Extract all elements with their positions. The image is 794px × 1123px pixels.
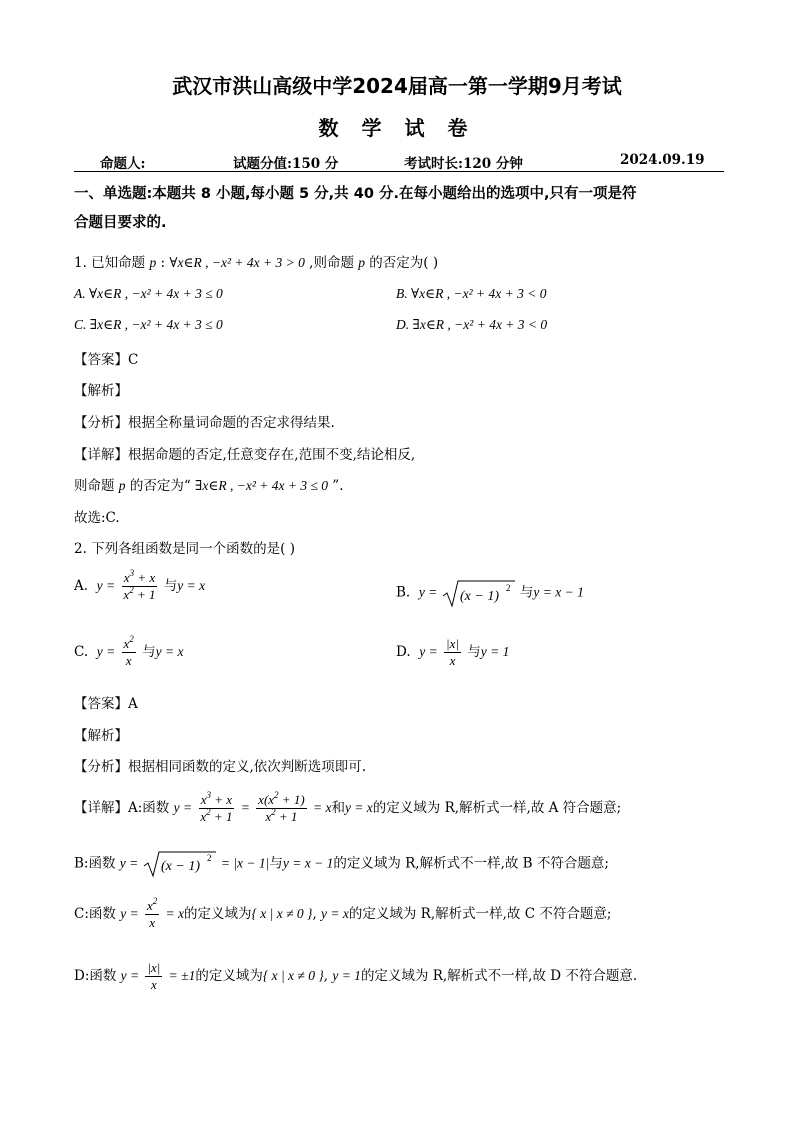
q2-da-mid: 和 [331, 800, 345, 816]
q2-c-yu: 与 [142, 644, 156, 660]
q1-statement: ∀x∈R , −x² + 4x + 3 > 0 [169, 255, 305, 270]
q2-b-sqrt [442, 578, 516, 608]
q1-p2: p [358, 255, 365, 270]
q2-db-end: 的定义域为 R,解析式不一样,故 B 不符合题意; [333, 855, 609, 872]
time-label: 考试时长:120 分钟 [404, 156, 523, 172]
q2-dd-mid: 的定义域为 [195, 968, 263, 984]
q2-da-pre: 【详解】A:函数 [74, 800, 170, 816]
q2-dd-pre: D:函数 [74, 968, 117, 984]
q1-suffix: 的否定为( ) [369, 255, 439, 271]
q1-p: p [149, 255, 157, 270]
q2-d-yu: 与 [467, 644, 481, 660]
q2-d-label: D. [396, 644, 411, 660]
q2-da-frac1: $\frac{x^3 + x}{x^2 + 1}$ [200, 790, 233, 824]
q1-option-b: B. ∀x∈R , −x² + 4x + 3 < 0 [396, 286, 547, 301]
exam-title: 武汉市洪山高级中学2024届高一第一学期9月考试 [172, 74, 622, 98]
q2-c-fraction: $\frac{x^2}{x}$ [123, 634, 134, 668]
exam-date: 2024.09.19 [620, 152, 705, 168]
q2-dd-mid2: , [323, 968, 329, 984]
q2-b-label: B. [396, 584, 411, 601]
q1-detail2-math: ∃x∈R , −x² + 4x + 3 ≤ 0 [195, 478, 328, 493]
q2-a-yu: 与 [163, 578, 178, 594]
q1-fenxi: 【分析】根据全称量词命题的否定求得结果. [74, 415, 335, 431]
section-heading-line2: 合题目要求的. [74, 215, 167, 231]
q2-da-end: 的定义域为 R,解析式一样,故 A 符合题意; [372, 800, 622, 816]
q2-da-frac2: $\frac{x(x^2 + 1)}{x^2 + 1}$ [258, 790, 305, 824]
q2-stem: 2. 下列各组函数是同一个函数的是( ) [74, 541, 295, 557]
q2-d-fraction: $\frac{|x|}{x}$ [446, 636, 459, 668]
q2-dc-frac: $\frac{x^2}{x}$ [146, 896, 158, 930]
exam-subtitle: 数 学 试 卷 [318, 116, 476, 140]
q2-c-label: C. [74, 644, 89, 660]
q1-choose: 故选:C. [74, 510, 120, 526]
svg-text:(x − 1): (x − 1) [160, 859, 200, 874]
q1-option-a: A. ∀x∈R , −x² + 4x + 3 ≤ 0 [74, 286, 223, 301]
q1-detail2-mid: 的否定为“ [129, 478, 191, 494]
q1-prefix: 1. 已知命题 [74, 255, 146, 271]
q1-mid: ,则命题 [309, 255, 354, 271]
svg-text:2: 2 [206, 853, 212, 863]
q1-stem [74, 251, 438, 271]
q1-detail2-p: p [118, 478, 126, 493]
q2-dc-pre: C:函数 [74, 906, 116, 922]
q2-fenxi: 【分析】根据相同函数的定义,依次判断选项即可. [74, 759, 367, 775]
q2-dd-end: 的定义域为 R,解析式不一样,故 D 不符合题意. [360, 968, 638, 984]
q2-db-sqrt [143, 850, 217, 878]
q2-a-fraction: $\frac{x^3 + x}{x^2 + 1}$ [123, 568, 156, 602]
svg-text:2: 2 [505, 583, 511, 593]
q1-detail2-pre: 则命题 [74, 478, 115, 494]
q2-detail-a: 【详解】A:函数 y = $\frac{x^3 + x}{x^2 + 1}$ = $\frac{x(x^2 + 1)}{x^2 + 1}$ = x和y = x的定义域为 R,解析式一样,故 A 符合题意; [74, 790, 622, 824]
q2-detail-d: D:函数 y = $\frac{|x|}{x}$ = ±1的定义域为{ x | x ≠ 0 }, y = 1的定义域为 R,解析式不一样,故 D 不符合题意. [74, 960, 638, 992]
svg-text:(x − 1): (x − 1) [459, 589, 499, 604]
q2-db-pre: B:函数 [74, 855, 116, 872]
q1-option-d: D. ∃x∈R , −x² + 4x + 3 < 0 [396, 317, 548, 332]
section-heading-line1: 一、单选题:本题共 8 小题,每小题 5 分,共 40 分.在每小题给出的选项中,只有一项是符 [74, 186, 637, 202]
score-label: 试题分值:150 分 [233, 156, 339, 172]
q2-dc-end: 的定义域为 R,解析式一样,故 C 不符合题意; [348, 906, 612, 922]
q2-detail-c: C:函数 y = $\frac{x^2}{x}$ = x的定义域为{ x | x ≠ 0 }, y = x的定义域为 R,解析式一样,故 C 不符合题意; [74, 896, 612, 930]
q2-dc-mid2: , [312, 906, 317, 922]
header-rule [74, 171, 724, 172]
q1-answer: 【答案】C [74, 352, 139, 368]
q2-answer: 【答案】A [74, 696, 138, 712]
q1-detail2 [74, 474, 344, 494]
q1-option-c: C. ∃x∈R , −x² + 4x + 3 ≤ 0 [74, 317, 223, 332]
q2-analysis: 【解析】 [74, 728, 128, 744]
q2-dc-mid: 的定义域为 [184, 906, 252, 922]
q1-colon: : [160, 255, 166, 271]
q2-db-mid: 与 [269, 855, 283, 872]
q2-option-c: C. y = $\frac{x^2}{x}$ 与y = x [74, 634, 184, 668]
q1-analysis: 【解析】 [74, 383, 128, 399]
q2-b-yu: 与 [519, 584, 534, 601]
q2-option-b: B. y = (x − 1) 2 与y = x − 1 [396, 578, 584, 608]
q1-detail1: 【详解】根据命题的否定,任意变存在,范围不变,结论相反, [74, 447, 416, 463]
q2-a-label: A. [74, 578, 89, 594]
q2-option-d: D. y = $\frac{|x|}{x}$ 与y = 1 [396, 636, 510, 668]
q2-option-a: A. y = $\frac{x^3 + x}{x^2 + 1}$ 与y = x [74, 568, 206, 602]
q2-detail-b: B:函数 y = (x − 1) 2 = |x − 1|与y = x − 1的定义域为 R,解析式不一样,故 B 不符合题意; [74, 850, 609, 878]
q2-dd-frac: $\frac{|x|}{x}$ [147, 960, 161, 992]
q1-detail2-end: ”. [332, 478, 344, 494]
author-label: 命题人: [100, 156, 146, 172]
